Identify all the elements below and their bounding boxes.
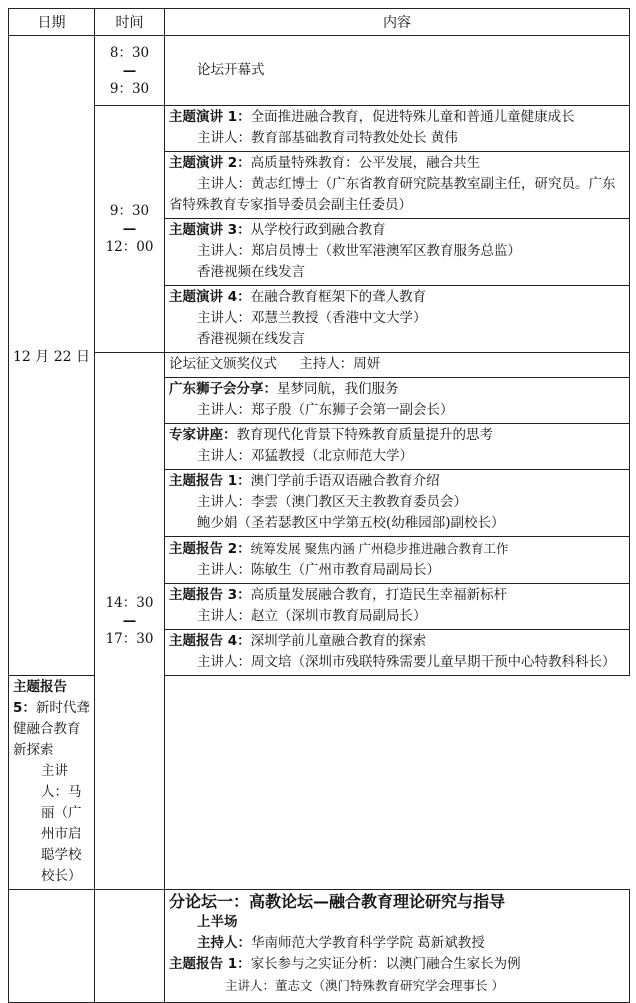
schedule-page bbox=[8, 8, 630, 1003]
content-expert bbox=[165, 424, 630, 470]
item-speaker: 主讲人：陈敏生（广州市教育局副局长） bbox=[197, 562, 440, 578]
item-title: 澳门学前手语双语融合教育介绍 bbox=[250, 473, 440, 489]
item-title: 新时代聋健融合教育新探索 bbox=[13, 700, 90, 758]
content-keynote-4 bbox=[165, 286, 630, 353]
header-date: 日期 bbox=[9, 9, 95, 36]
item-tag: 广东狮子会分享： bbox=[169, 381, 277, 397]
content-report-1 bbox=[165, 470, 630, 537]
time-dash: — bbox=[122, 613, 137, 629]
content-report-2 bbox=[165, 537, 630, 584]
item-speaker: 主讲人：郑子殷（广东狮子会第一副会长） bbox=[197, 402, 454, 418]
time-dash: — bbox=[122, 62, 137, 79]
time-end: 9：30 bbox=[109, 80, 150, 97]
item-title: 在融合教育框架下的聋人教育 bbox=[250, 289, 427, 305]
time-start: 8：30 bbox=[109, 44, 150, 61]
item-title: 星梦同航，我们服务 bbox=[277, 381, 399, 397]
item-title: 深圳学前儿童融合教育的探索 bbox=[250, 633, 427, 649]
content-keynote-3 bbox=[165, 219, 630, 286]
item-tag: 主题演讲 4： bbox=[169, 289, 251, 305]
table-row bbox=[9, 106, 630, 152]
table-row bbox=[9, 36, 630, 106]
item-speaker: 主讲人：赵立（深圳市教育局副局长） bbox=[197, 608, 427, 624]
content-award bbox=[165, 353, 630, 378]
time-start: 9：30 bbox=[109, 203, 150, 219]
item-title: 高质量发展融合教育，打造民生幸福新标杆 bbox=[250, 587, 508, 603]
item-speaker: 主讲人：董志文（澳门特殊教育研究学会理事长 ） bbox=[225, 978, 504, 993]
content-sub-forum bbox=[165, 890, 630, 1003]
item-tag: 主题报告 4： bbox=[169, 633, 251, 649]
award-host: 主持人：周妍 bbox=[299, 356, 381, 372]
item-speaker: 主讲人：马丽（广州市启聪学校校长） bbox=[41, 763, 82, 884]
header-time: 时间 bbox=[95, 9, 165, 36]
sub-forum-host: 华南师范大学教育科学学院 葛新斌教授 bbox=[251, 935, 485, 951]
header-content: 内容 bbox=[165, 9, 630, 36]
sub-forum-host-tag: 主持人： bbox=[197, 935, 251, 951]
table-row bbox=[9, 890, 630, 1003]
content-keynote-1 bbox=[165, 106, 630, 152]
item-tag: 主题报告 1： bbox=[169, 473, 251, 489]
table-row bbox=[9, 353, 630, 378]
item-speaker: 主讲人：邓慧兰教授（香港中文大学） bbox=[197, 310, 427, 326]
item-title: 统筹发展 聚焦内涵 广州稳步推进融合教育工作 bbox=[250, 541, 509, 556]
time-cell-morning bbox=[95, 106, 165, 353]
item-tag: 主题演讲 1： bbox=[169, 109, 251, 125]
content-keynote-2 bbox=[165, 152, 630, 219]
item-speaker: 主讲人：黄志红博士（广东省教育研究院基教室副主任，研究员。广东省特殊教育专家指导委员会副主任委员） bbox=[169, 176, 616, 213]
award-label: 论坛征文颁奖仪式 bbox=[169, 356, 277, 372]
item-tag: 主题报告 3： bbox=[169, 587, 251, 603]
item-tag: 主题报告 2： bbox=[169, 541, 251, 557]
time-start: 14：30 bbox=[105, 595, 154, 611]
item-title: 从学校行政到融合教育 bbox=[250, 222, 386, 238]
item-speaker: 主讲人：邓猛教授（北京师范大学） bbox=[197, 448, 413, 464]
time-cell-opening bbox=[95, 36, 165, 106]
item-speaker-2: 鲍少娟（圣若瑟教区中学第五校(幼稚园部)副校长） bbox=[197, 515, 505, 531]
item-tag: 主题报告 5： bbox=[13, 679, 67, 716]
time-end: 17：30 bbox=[105, 631, 154, 647]
item-note: 香港视频在线发言 bbox=[197, 264, 305, 280]
date-cell-empty bbox=[9, 890, 95, 1003]
date-cell: 12 月 22 日 bbox=[9, 36, 95, 676]
content-report-4 bbox=[165, 630, 630, 676]
time-dash: — bbox=[122, 221, 137, 237]
item-speaker: 主讲人：李雲（澳门教区天主教教育委员会） bbox=[197, 494, 467, 510]
time-cell-empty bbox=[95, 890, 165, 1003]
item-speaker: 主讲人：郑启员博士（救世军港澳军区教育服务总监） bbox=[197, 243, 521, 259]
item-title: 全面推进融合教育，促进特殊儿童和普通儿童健康成长 bbox=[250, 109, 575, 125]
sub-forum-half: 上半场 bbox=[197, 914, 238, 930]
content-lions bbox=[165, 378, 630, 424]
item-tag: 主题演讲 2： bbox=[169, 155, 251, 171]
item-speaker: 主讲人：周文培（深圳市残联特殊需要儿童早期干预中心特教科科长） bbox=[197, 654, 616, 670]
schedule-table bbox=[8, 8, 630, 1003]
item-note: 香港视频在线发言 bbox=[197, 331, 305, 347]
time-cell-afternoon bbox=[95, 353, 165, 890]
content-opening bbox=[165, 36, 630, 106]
item-tag: 主题演讲 3： bbox=[169, 222, 251, 238]
sub-forum-title: 分论坛一：高教论坛—融合教育理论研究与指导 bbox=[169, 892, 506, 911]
content-report-5 bbox=[9, 676, 95, 890]
time-end: 12：00 bbox=[105, 239, 154, 255]
item-speaker: 主讲人：教育部基础教育司特教处处长 黄伟 bbox=[197, 130, 458, 146]
item-title: 高质量特殊教育：公平发展，融合共生 bbox=[250, 155, 481, 171]
table-header-row bbox=[9, 9, 630, 36]
item-title: 教育现代化背景下特殊教育质量提升的思考 bbox=[236, 427, 493, 443]
opening-text: 论坛开幕式 bbox=[197, 61, 265, 78]
item-tag: 主题报告 1： bbox=[169, 956, 251, 972]
content-report-3 bbox=[165, 584, 630, 630]
item-title: 家长参与之实证分析：以澳门融合生家长为例 bbox=[250, 956, 521, 972]
item-tag: 专家讲座： bbox=[169, 427, 237, 443]
